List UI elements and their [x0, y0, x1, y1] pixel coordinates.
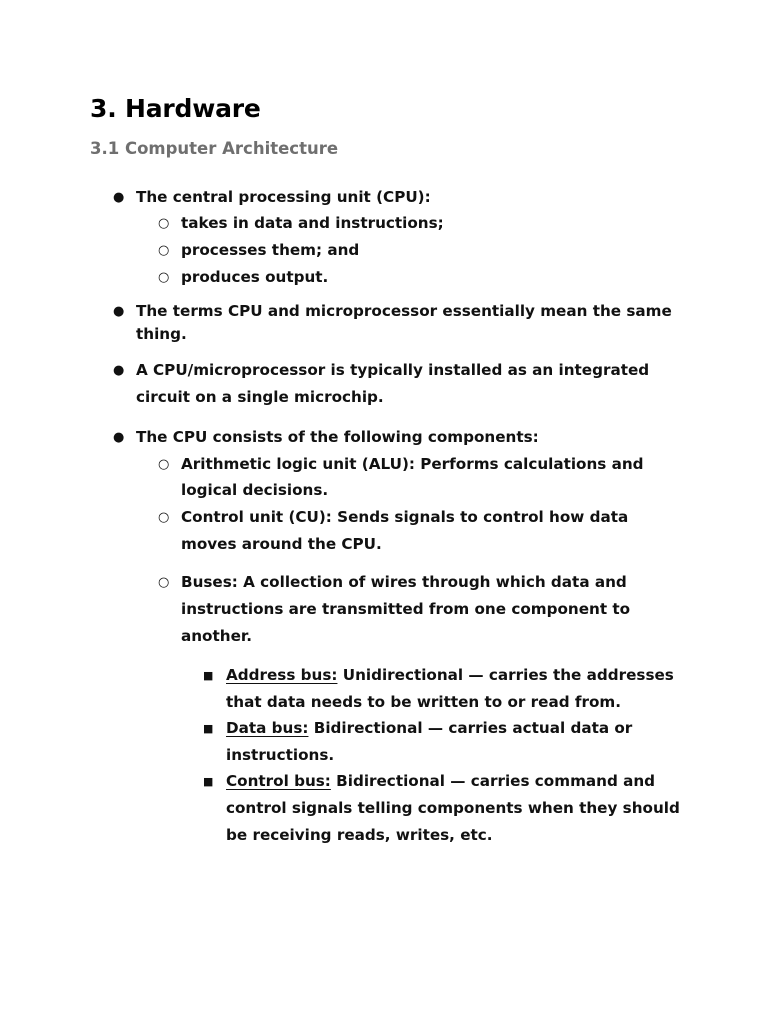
- sub-sub-list-item-text-continued: control signals telling components when they should: [226, 799, 680, 817]
- filled-bullet-icon: ●: [113, 363, 125, 378]
- term-data-bus: Data bus:: [226, 719, 309, 737]
- hollow-bullet-icon: ○: [158, 575, 170, 590]
- term-address-bus: Address bus:: [226, 666, 338, 684]
- square-bullet-icon: ■: [203, 722, 214, 735]
- hollow-bullet-icon: ○: [158, 457, 170, 472]
- list-item-text: The CPU consists of the following components:: [136, 428, 539, 446]
- sub-list-item-text-continued: instructions are transmitted from one component to: [181, 600, 631, 618]
- list-item-text: The central processing unit (CPU):: [136, 188, 431, 206]
- square-bullet-icon: ■: [203, 669, 214, 682]
- term-description: Bidirectional — carries command and: [330, 772, 656, 790]
- filled-bullet-icon: ●: [113, 190, 125, 205]
- filled-bullet-icon: ●: [113, 304, 125, 319]
- term-control-bus: Control bus:: [226, 772, 331, 790]
- list-item-text: The terms CPU and microprocessor essentially mean the same: [136, 302, 672, 320]
- term-description: Unidirectional — carries the addresses: [337, 666, 674, 684]
- filled-bullet-icon: ●: [113, 430, 125, 445]
- sub-list-item-text: Control unit (CU): Sends signals to control how data: [181, 508, 629, 526]
- sub-sub-list-item-text: [226, 771, 655, 791]
- sub-list-item-text: processes them; and: [181, 241, 360, 259]
- sub-list-item-text: Buses: A collection of wires through which data and: [181, 573, 627, 591]
- sub-list-item-text: Arithmetic logic unit (ALU): Performs calculations and: [181, 455, 644, 473]
- hollow-bullet-icon: ○: [158, 270, 170, 285]
- hollow-bullet-icon: ○: [158, 510, 170, 525]
- sub-list-item-text-continued: moves around the CPU.: [181, 535, 382, 553]
- sub-sub-list-item-text: [226, 718, 632, 738]
- page-title: 3. Hardware: [90, 94, 261, 123]
- list-item-text: A CPU/microprocessor is typically installed as an integrated: [136, 361, 650, 379]
- section-subtitle: 3.1 Computer Architecture: [90, 139, 339, 158]
- sub-sub-list-item-text-continued: instructions.: [226, 746, 335, 764]
- sub-list-item-text-continued: logical decisions.: [181, 481, 329, 499]
- hollow-bullet-icon: ○: [158, 243, 170, 258]
- sub-sub-list-item-text-continued: be receiving reads, writes, etc.: [226, 826, 493, 844]
- square-bullet-icon: ■: [203, 775, 214, 788]
- list-item-text-continued: thing.: [136, 325, 187, 343]
- sub-sub-list-item-text: [226, 665, 674, 685]
- sub-list-item-text: takes in data and instructions;: [181, 214, 444, 232]
- list-item-text-continued: circuit on a single microchip.: [136, 388, 384, 406]
- sub-list-item-text: produces output.: [181, 268, 329, 286]
- hollow-bullet-icon: ○: [158, 216, 170, 231]
- sub-sub-list-item-text-continued: that data needs to be written to or read from.: [226, 693, 622, 711]
- term-description: Bidirectional — carries actual data or: [308, 719, 633, 737]
- sub-list-item-text-continued: another.: [181, 627, 252, 645]
